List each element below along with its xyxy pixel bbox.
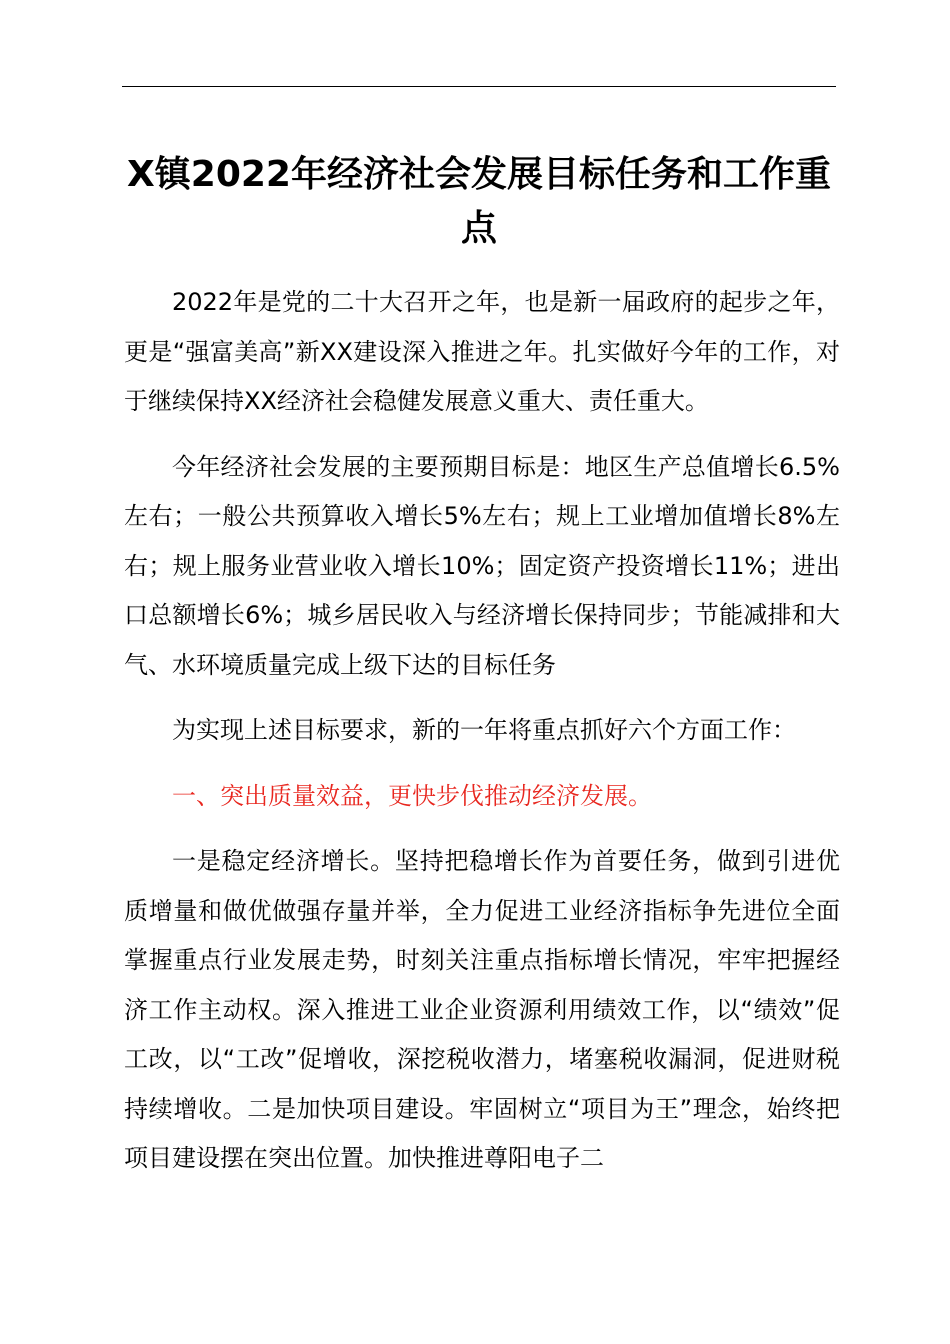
section-body-paragraph: 一是稳定经济增长。坚持把稳增长作为首要任务，做到引进优质增量和做优做强存量并举，全力促进工业经济指标争先进位全面掌握重点行业发展走势，时刻关注重点指标增长情况，牢牢把握经济工作主动权。深入推进工业企业资源利用绩效工作，以“绩效”促工改，以“工改”促增收，深挖税收潜力，堵塞税收漏洞，促进财税持续增收。二是加快项目建设。牢固树立“项目为王”理念，始终把项目建设摆在突出位置。加快推进尊阳电子二 (124, 847, 840, 1172)
targets-paragraph: 今年经济社会发展的主要预期目标是：地区生产总值增长6.5%左右；一般公共预算收入增长5%左右；规上工业增加值增长8%左右；规上服务业营业收入增长10%；固定资产投资增长11%；进出口总额增长6%；城乡居民收入与经济增长保持同步；节能减排和大气、水环境质量完成上级下达的目标任务 (124, 452, 840, 679)
intro-paragraph: 2022年是党的二十大召开之年，也是新一届政府的起步之年，更是“强富美高”新XX建设深入推进之年。扎实做好今年的工作，对于继续保持XX经济社会稳健发展意义重大、责任重大。 (124, 288, 840, 415)
document-title: X镇2022年经济社会发展目标任务和工作重点 (127, 154, 831, 249)
section-heading: 一、突出质量效益，更快步伐推动经济发展。 (172, 781, 652, 810)
header-rule (122, 86, 836, 87)
document-body (124, 278, 840, 1200)
overview-paragraph: 为实现上述目标要求，新的一年将重点抓好六个方面工作： (172, 716, 796, 744)
